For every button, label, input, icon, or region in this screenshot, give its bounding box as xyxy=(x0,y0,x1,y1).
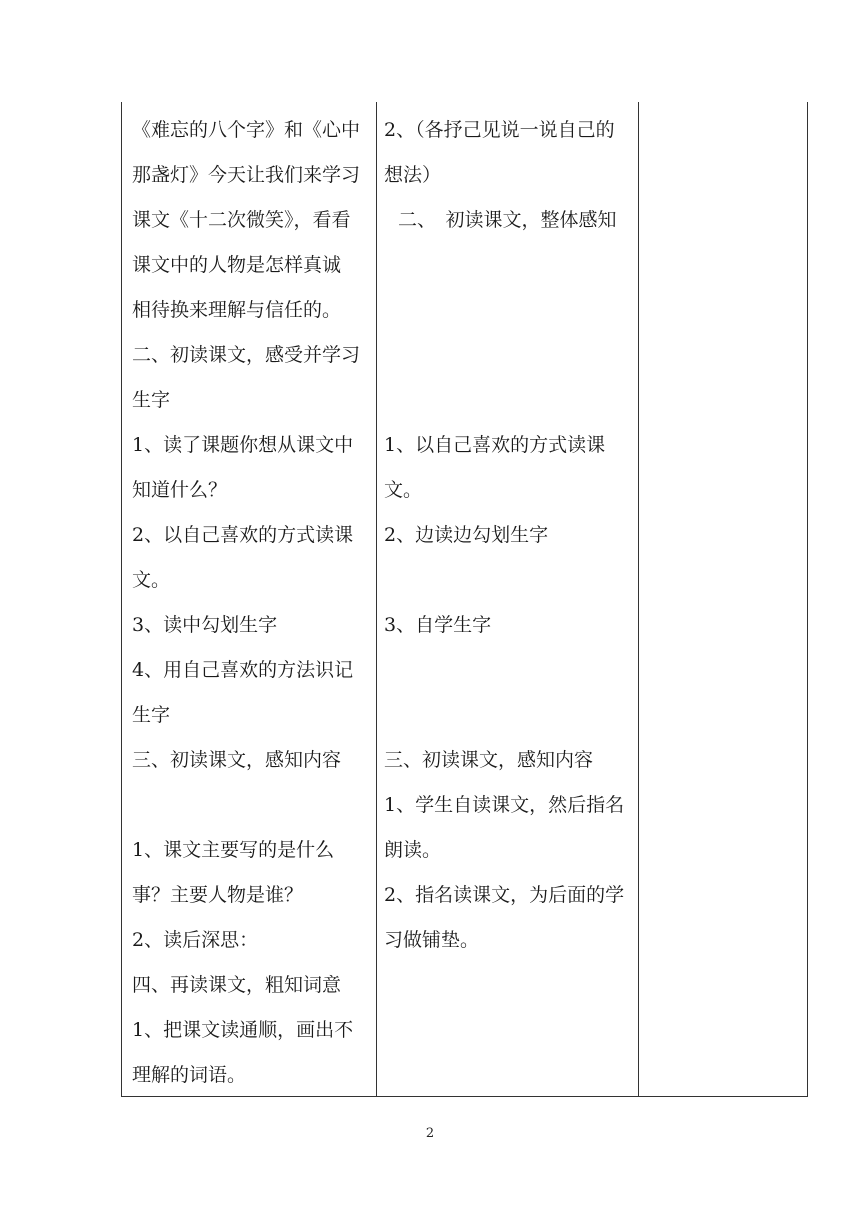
text-line: 习做铺垫。 xyxy=(384,929,480,951)
column-divider xyxy=(376,102,377,1096)
text-line: 1、课文主要写的是什么 xyxy=(132,839,335,861)
notes-column xyxy=(640,102,804,1096)
text-line: 1、以自己喜欢的方式读课 xyxy=(384,434,606,456)
text-line: 四、再读课文，粗知词意 xyxy=(132,974,342,996)
text-line: 生字 xyxy=(132,389,171,411)
text-line: 想法） xyxy=(384,164,442,186)
text-line: 事？主要人物是谁？ xyxy=(132,884,304,906)
text-line: 《难忘的八个字》和《心中 xyxy=(132,119,361,141)
text-line: 三、初读课文，感知内容 xyxy=(132,749,342,771)
text-line: 1、把课文读通顺，画出不 xyxy=(132,1019,354,1041)
text-line: 朗读。 xyxy=(384,839,442,861)
text-line: 1、学生自读课文，然后指名 xyxy=(384,794,625,816)
text-line: 理解的词语。 xyxy=(132,1064,247,1086)
text-line: 2、指名读课文，为后面的学 xyxy=(384,884,625,906)
student-activity-column xyxy=(384,102,636,1096)
text-line: 2、（各抒己见说一说自己的 xyxy=(384,119,615,141)
text-line: 2、边读边勾划生字 xyxy=(384,524,549,546)
column-divider xyxy=(638,102,639,1096)
page-number: 2 xyxy=(425,1126,435,1141)
text-line: 课文中的人物是怎样真诚 xyxy=(132,254,342,276)
text-line: 文。 xyxy=(384,479,423,501)
text-line: 文。 xyxy=(132,569,171,591)
text-line: 1、读了课题你想从课文中 xyxy=(132,434,354,456)
teacher-activity-column xyxy=(132,102,372,1096)
text-line: 三、初读课文，感知内容 xyxy=(384,749,594,771)
text-line: 4、用自己喜欢的方法识记 xyxy=(132,659,354,681)
text-line: 2、读后深思： xyxy=(132,929,259,951)
text-line: 相待换来理解与信任的。 xyxy=(132,299,342,321)
text-line: 生字 xyxy=(132,704,171,726)
text-line: 那盏灯》今天让我们来学习 xyxy=(132,164,361,186)
text-line: 3、自学生字 xyxy=(384,614,492,636)
text-line: 二、 初读课文，整体感知 xyxy=(398,209,617,231)
text-line: 知道什么？ xyxy=(132,479,228,501)
text-line: 二、初读课文，感受并学习 xyxy=(132,344,361,366)
text-line: 3、读中勾划生字 xyxy=(132,614,278,636)
text-line: 2、以自己喜欢的方式读课 xyxy=(132,524,354,546)
text-line: 课文《十二次微笑》，看看 xyxy=(132,209,351,231)
lesson-table xyxy=(121,102,808,1097)
